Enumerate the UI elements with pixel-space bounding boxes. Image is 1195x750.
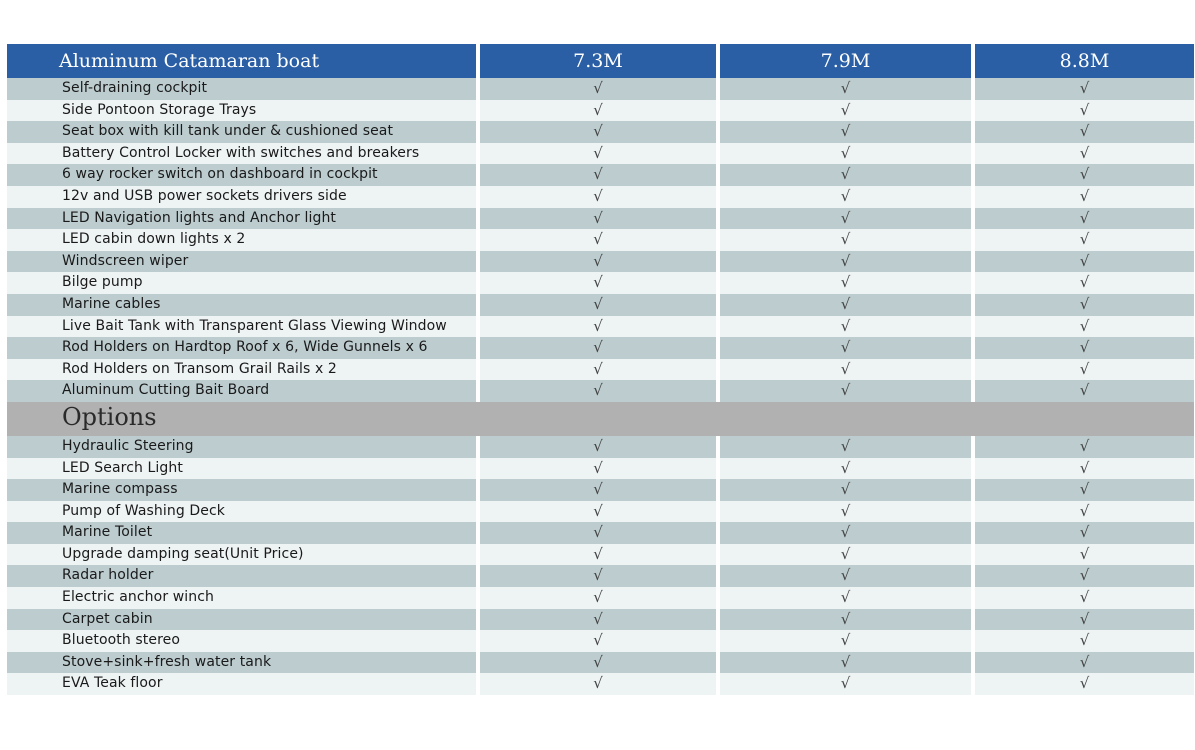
check-mark-icon: √ bbox=[720, 565, 975, 587]
table-row bbox=[7, 186, 1194, 208]
check-mark-icon: √ bbox=[975, 544, 1194, 566]
check-mark-icon: √ bbox=[480, 565, 720, 587]
table-row bbox=[7, 522, 1194, 544]
check-mark-icon: √ bbox=[720, 479, 975, 501]
check-mark-icon: √ bbox=[720, 544, 975, 566]
feature-label: Marine cables bbox=[7, 294, 480, 316]
check-mark-icon: √ bbox=[720, 609, 975, 631]
feature-label: Stove+sink+fresh water tank bbox=[7, 652, 480, 674]
table-row bbox=[7, 544, 1194, 566]
feature-label: Pump of Washing Deck bbox=[7, 501, 480, 523]
feature-label: 12v and USB power sockets drivers side bbox=[7, 186, 480, 208]
check-mark-icon: √ bbox=[975, 673, 1194, 695]
check-mark-icon: √ bbox=[975, 479, 1194, 501]
check-mark-icon: √ bbox=[975, 359, 1194, 381]
feature-label: Marine compass bbox=[7, 479, 480, 501]
feature-label: Side Pontoon Storage Trays bbox=[7, 100, 480, 122]
check-mark-icon: √ bbox=[720, 294, 975, 316]
check-mark-icon: √ bbox=[720, 251, 975, 273]
check-mark-icon: √ bbox=[975, 316, 1194, 338]
check-mark-icon: √ bbox=[480, 143, 720, 165]
check-mark-icon: √ bbox=[975, 630, 1194, 652]
table-row bbox=[7, 294, 1194, 316]
check-mark-icon: √ bbox=[720, 121, 975, 143]
feature-label: Upgrade damping seat(Unit Price) bbox=[7, 544, 480, 566]
feature-label: Electric anchor winch bbox=[7, 587, 480, 609]
check-mark-icon: √ bbox=[480, 544, 720, 566]
check-mark-icon: √ bbox=[480, 458, 720, 480]
check-mark-icon: √ bbox=[975, 294, 1194, 316]
check-mark-icon: √ bbox=[720, 359, 975, 381]
table-row bbox=[7, 380, 1194, 402]
check-mark-icon: √ bbox=[480, 479, 720, 501]
feature-label: Self-draining cockpit bbox=[7, 78, 480, 100]
table-row bbox=[7, 272, 1194, 294]
check-mark-icon: √ bbox=[720, 458, 975, 480]
feature-label: Bluetooth stereo bbox=[7, 630, 480, 652]
table-row bbox=[7, 359, 1194, 381]
check-mark-icon: √ bbox=[720, 652, 975, 674]
table-row bbox=[7, 121, 1194, 143]
feature-label: Windscreen wiper bbox=[7, 251, 480, 273]
check-mark-icon: √ bbox=[720, 186, 975, 208]
standard-features-section bbox=[7, 78, 1194, 402]
table-row bbox=[7, 458, 1194, 480]
check-mark-icon: √ bbox=[975, 652, 1194, 674]
check-mark-icon: √ bbox=[480, 501, 720, 523]
table-header-row bbox=[7, 44, 1194, 78]
table-row bbox=[7, 673, 1194, 695]
check-mark-icon: √ bbox=[480, 186, 720, 208]
check-mark-icon: √ bbox=[720, 316, 975, 338]
spec-table bbox=[7, 44, 1194, 695]
check-mark-icon: √ bbox=[480, 251, 720, 273]
check-mark-icon: √ bbox=[480, 100, 720, 122]
check-mark-icon: √ bbox=[975, 121, 1194, 143]
feature-label: 6 way rocker switch on dashboard in cockpit bbox=[7, 164, 480, 186]
check-mark-icon: √ bbox=[975, 587, 1194, 609]
table-row bbox=[7, 436, 1194, 458]
check-mark-icon: √ bbox=[720, 522, 975, 544]
check-mark-icon: √ bbox=[480, 164, 720, 186]
table-row bbox=[7, 587, 1194, 609]
check-mark-icon: √ bbox=[720, 143, 975, 165]
table-row bbox=[7, 652, 1194, 674]
check-mark-icon: √ bbox=[975, 501, 1194, 523]
check-mark-icon: √ bbox=[975, 100, 1194, 122]
feature-label: Marine Toilet bbox=[7, 522, 480, 544]
check-mark-icon: √ bbox=[480, 673, 720, 695]
check-mark-icon: √ bbox=[480, 630, 720, 652]
model-header-8-8m: 8.8M bbox=[975, 44, 1194, 78]
table-row bbox=[7, 78, 1194, 100]
feature-label: LED Search Light bbox=[7, 458, 480, 480]
feature-label: Radar holder bbox=[7, 565, 480, 587]
check-mark-icon: √ bbox=[480, 587, 720, 609]
check-mark-icon: √ bbox=[720, 78, 975, 100]
check-mark-icon: √ bbox=[720, 100, 975, 122]
check-mark-icon: √ bbox=[975, 272, 1194, 294]
check-mark-icon: √ bbox=[480, 78, 720, 100]
options-section-header: Options bbox=[7, 402, 1194, 436]
check-mark-icon: √ bbox=[720, 436, 975, 458]
table-row bbox=[7, 630, 1194, 652]
table-row bbox=[7, 208, 1194, 230]
check-mark-icon: √ bbox=[720, 229, 975, 251]
check-mark-icon: √ bbox=[975, 251, 1194, 273]
check-mark-icon: √ bbox=[975, 208, 1194, 230]
table-row bbox=[7, 143, 1194, 165]
feature-label: EVA Teak floor bbox=[7, 673, 480, 695]
check-mark-icon: √ bbox=[975, 565, 1194, 587]
check-mark-icon: √ bbox=[720, 208, 975, 230]
option-features-section bbox=[7, 436, 1194, 695]
check-mark-icon: √ bbox=[975, 609, 1194, 631]
feature-label: Rod Holders on Hardtop Roof x 6, Wide Gunnels x 6 bbox=[7, 337, 480, 359]
feature-label: Battery Control Locker with switches and breakers bbox=[7, 143, 480, 165]
check-mark-icon: √ bbox=[480, 272, 720, 294]
feature-label: Carpet cabin bbox=[7, 609, 480, 631]
check-mark-icon: √ bbox=[975, 186, 1194, 208]
check-mark-icon: √ bbox=[480, 316, 720, 338]
model-header-7-9m: 7.9M bbox=[720, 44, 975, 78]
feature-label: Aluminum Cutting Bait Board bbox=[7, 380, 480, 402]
table-row bbox=[7, 609, 1194, 631]
feature-label: LED cabin down lights x 2 bbox=[7, 229, 480, 251]
table-title: Aluminum Catamaran boat bbox=[7, 44, 480, 78]
check-mark-icon: √ bbox=[480, 380, 720, 402]
feature-label: Hydraulic Steering bbox=[7, 436, 480, 458]
table-row bbox=[7, 479, 1194, 501]
feature-label: Live Bait Tank with Transparent Glass Viewing Window bbox=[7, 316, 480, 338]
check-mark-icon: √ bbox=[480, 652, 720, 674]
table-row bbox=[7, 251, 1194, 273]
check-mark-icon: √ bbox=[720, 501, 975, 523]
table-row bbox=[7, 164, 1194, 186]
check-mark-icon: √ bbox=[720, 673, 975, 695]
check-mark-icon: √ bbox=[480, 359, 720, 381]
table-row bbox=[7, 565, 1194, 587]
table-row bbox=[7, 501, 1194, 523]
check-mark-icon: √ bbox=[480, 294, 720, 316]
check-mark-icon: √ bbox=[480, 229, 720, 251]
check-mark-icon: √ bbox=[975, 458, 1194, 480]
check-mark-icon: √ bbox=[975, 229, 1194, 251]
feature-label: LED Navigation lights and Anchor light bbox=[7, 208, 480, 230]
feature-label: Seat box with kill tank under & cushioned seat bbox=[7, 121, 480, 143]
check-mark-icon: √ bbox=[720, 337, 975, 359]
table-row bbox=[7, 100, 1194, 122]
check-mark-icon: √ bbox=[720, 272, 975, 294]
check-mark-icon: √ bbox=[975, 436, 1194, 458]
check-mark-icon: √ bbox=[975, 522, 1194, 544]
check-mark-icon: √ bbox=[720, 164, 975, 186]
check-mark-icon: √ bbox=[480, 522, 720, 544]
check-mark-icon: √ bbox=[975, 164, 1194, 186]
table-row bbox=[7, 229, 1194, 251]
check-mark-icon: √ bbox=[480, 609, 720, 631]
feature-label: Bilge pump bbox=[7, 272, 480, 294]
check-mark-icon: √ bbox=[975, 143, 1194, 165]
check-mark-icon: √ bbox=[720, 587, 975, 609]
check-mark-icon: √ bbox=[975, 337, 1194, 359]
check-mark-icon: √ bbox=[975, 380, 1194, 402]
check-mark-icon: √ bbox=[480, 337, 720, 359]
table-row bbox=[7, 316, 1194, 338]
check-mark-icon: √ bbox=[480, 436, 720, 458]
table-row bbox=[7, 337, 1194, 359]
check-mark-icon: √ bbox=[720, 630, 975, 652]
check-mark-icon: √ bbox=[975, 78, 1194, 100]
feature-label: Rod Holders on Transom Grail Rails x 2 bbox=[7, 359, 480, 381]
check-mark-icon: √ bbox=[480, 121, 720, 143]
model-header-7-3m: 7.3M bbox=[480, 44, 720, 78]
check-mark-icon: √ bbox=[480, 208, 720, 230]
check-mark-icon: √ bbox=[720, 380, 975, 402]
